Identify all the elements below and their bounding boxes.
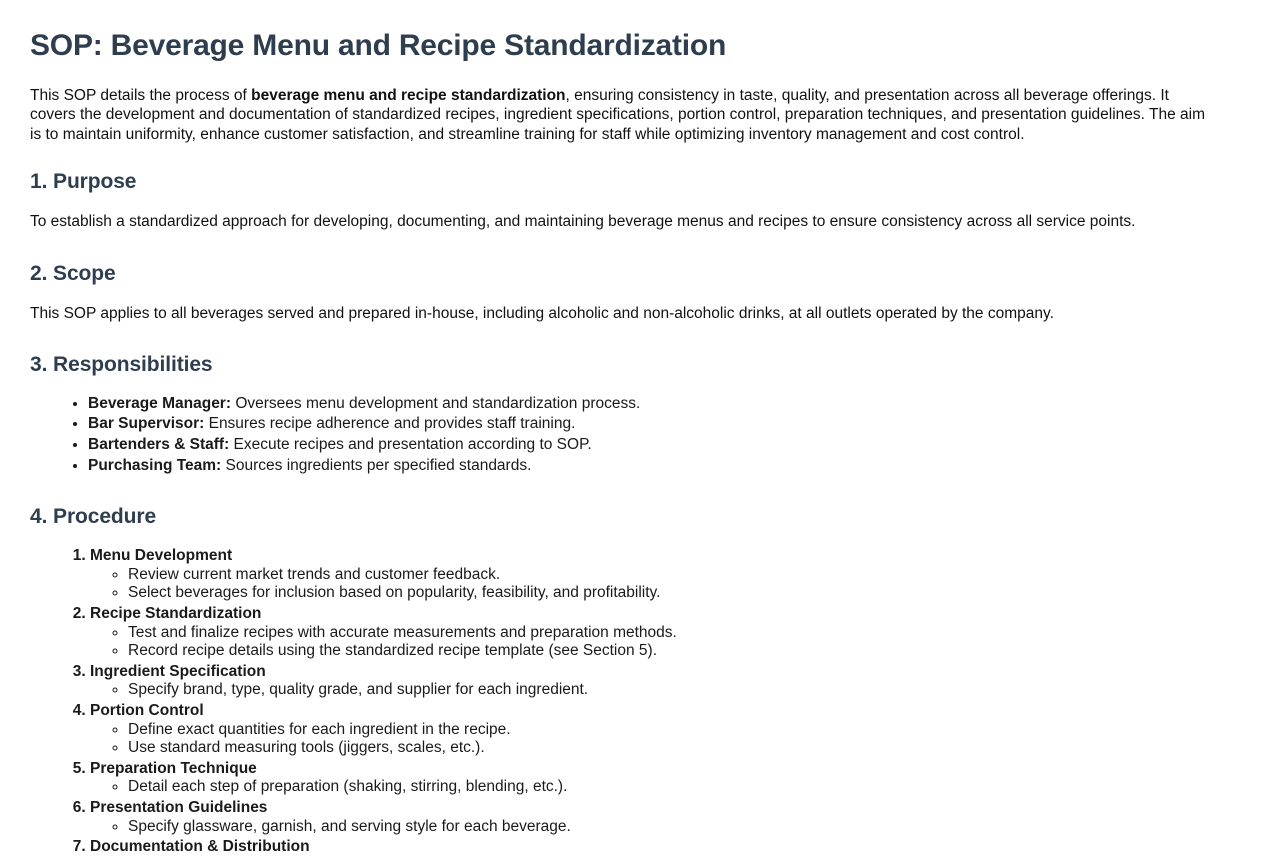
list-item: ◦ Specify glassware, garnish, and serving style for each beverage.	[128, 818, 1233, 837]
procedure-substep-list	[90, 681, 1233, 700]
responsibility-role: Beverage Manager:	[88, 394, 232, 412]
list-item	[90, 838, 1233, 857]
responsibility-role: Bar Supervisor:	[88, 415, 205, 433]
list-item: ◦ Specify brand, type, quality grade, and supplier for each ingredient.	[128, 681, 1233, 700]
list-item: ◦ Define exact quantities for each ingredient in the recipe.	[128, 721, 1233, 740]
responsibility-desc: Sources ingredients per specified standards.	[221, 456, 532, 474]
responsibility-role: Purchasing Team:	[88, 456, 222, 474]
section-heading-scope: 2. Scope	[30, 261, 116, 285]
procedure-substep-list	[90, 566, 1233, 603]
section-body-scope: This SOP applies to all beverages served and prepared in-house, including alcoholic and non-alcoholic drinks, at all outlets operated by the company.	[30, 304, 1054, 322]
page-title: SOP: Beverage Menu and Recipe Standardization	[30, 29, 727, 62]
responsibilities-list	[30, 395, 1233, 475]
intro-text-after: , ensuring consistency in taste, quality, and presentation across all beverage offerings. It covers the development and documentation of standardized recipes, ingredient specifications, portion control, preparation techniques, and presentation guidelines. The aim is to maintain uniformity, enhance customer satisfaction, and streamline training for staff while optimizing inventory management and cost control.	[30, 87, 1205, 143]
list-item: ◦ Record recipe details using the standardized recipe template (see Section 5).	[128, 642, 1233, 661]
procedure-step-label: Portion Control	[90, 702, 204, 719]
responsibility-desc: Ensures recipe adherence and provides staff training.	[204, 415, 576, 433]
list-item	[90, 547, 1233, 603]
procedure-step-label: Documentation & Distribution	[90, 838, 310, 856]
responsibility-role: Bartenders & Staff:	[88, 436, 230, 454]
list-item	[90, 702, 1233, 758]
list-item: ◦ Detail each step of preparation (shaking, stirring, blending, etc.).	[128, 778, 1233, 797]
list-item	[88, 415, 1233, 434]
list-item	[88, 395, 1233, 414]
list-item	[88, 436, 1233, 455]
procedure-list	[30, 547, 1233, 857]
intro-text-bold: beverage menu and recipe standardization	[251, 87, 566, 104]
procedure-step-label: Menu Development	[90, 547, 233, 565]
procedure-step-label: Preparation Technique	[90, 759, 257, 777]
section-body-purpose: To establish a standardized approach for developing, documenting, and maintaining beverage menus and recipes to ensure consistency across all service points.	[30, 213, 1136, 231]
list-item	[90, 799, 1233, 836]
procedure-substep-list	[90, 778, 1233, 797]
section-heading-purpose: 1. Purpose	[30, 170, 137, 194]
procedure-substep-list	[90, 818, 1233, 837]
list-item: ◦ Test and finalize recipes with accurate measurements and preparation methods.	[128, 624, 1233, 643]
procedure-substep-list	[90, 721, 1233, 758]
list-item: ◦ Review current market trends and customer feedback.	[128, 566, 1233, 585]
procedure-step-label: Recipe Standardization	[90, 605, 262, 623]
list-item	[88, 457, 1233, 476]
intro-text-before: This SOP details the process of	[30, 87, 252, 104]
procedure-substep-list	[90, 624, 1233, 661]
list-item	[90, 663, 1233, 700]
section-heading-responsibilities: 3. Responsibilities	[30, 352, 213, 376]
list-item: ◦ Select beverages for inclusion based on popularity, feasibility, and profitability.	[128, 584, 1233, 603]
responsibility-desc: Execute recipes and presentation according to SOP.	[229, 436, 592, 454]
procedure-step-label: Presentation Guidelines	[90, 798, 268, 816]
intro-paragraph	[30, 86, 1215, 144]
list-item	[90, 605, 1233, 661]
list-item	[90, 760, 1233, 797]
section-heading-procedure: 4. Procedure	[30, 505, 157, 529]
procedure-step-label: Ingredient Specification	[90, 662, 266, 680]
list-item: ◦ Use standard measuring tools (jiggers, scales, etc.).	[128, 739, 1233, 758]
responsibility-desc: Oversees menu development and standardization process.	[231, 394, 641, 412]
